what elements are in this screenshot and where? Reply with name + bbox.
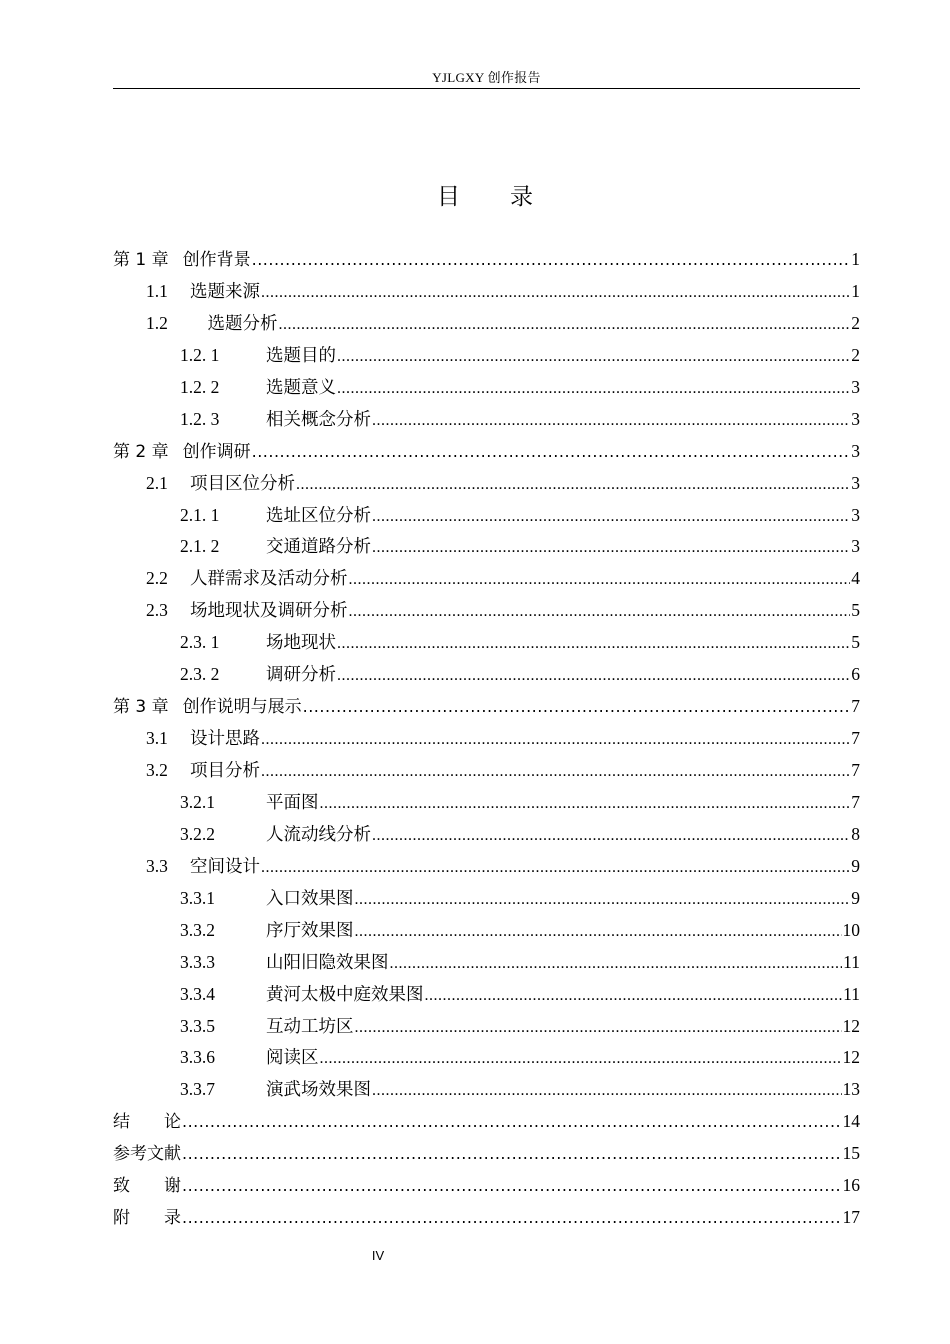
dot-leader <box>296 469 850 501</box>
toc-entry-title: 结 论 <box>113 1112 181 1133</box>
toc-entry-title: 互动工坊区 <box>266 1015 354 1036</box>
toc-entry-page: 3 <box>851 376 860 397</box>
toc-entry-page: 7 <box>851 791 860 812</box>
dot-leader <box>320 788 851 820</box>
toc-entry-page: 7 <box>851 696 860 717</box>
toc-entry-page: 10 <box>842 919 860 940</box>
toc-entry[interactable] <box>113 851 860 883</box>
toc-entry-number: 3.3.5 <box>180 1015 215 1036</box>
toc-entry-page: 5 <box>851 632 860 653</box>
toc-entry[interactable] <box>113 1042 860 1074</box>
toc-entry[interactable] <box>113 723 860 755</box>
toc-entry-page: 12 <box>842 1047 860 1068</box>
dot-leader <box>372 501 850 533</box>
toc-entry-title: 场地现状 <box>266 632 336 653</box>
toc-entry-page: 11 <box>843 983 860 1004</box>
dot-leader <box>372 820 850 852</box>
toc-entry-title: 选题来源 <box>190 280 260 301</box>
toc-entry[interactable] <box>113 595 860 627</box>
dot-leader <box>320 1043 842 1075</box>
toc-entry-page: 9 <box>851 887 860 908</box>
toc-entry-number: 第 3 章 <box>113 697 169 718</box>
toc-entry-title: 相关概念分析 <box>266 408 371 429</box>
dot-leader <box>372 532 850 564</box>
toc-entry-page: 5 <box>851 600 860 621</box>
toc-entry-title: 阅读区 <box>266 1047 319 1068</box>
toc-entry[interactable] <box>113 404 860 436</box>
toc-entry-page: 15 <box>842 1143 860 1164</box>
toc-entry-page: 9 <box>851 855 860 876</box>
toc-entry[interactable] <box>113 787 860 819</box>
toc-entry-title: 创作调研 <box>182 441 251 462</box>
toc-entry-page: 3 <box>851 536 860 557</box>
dot-leader <box>355 1012 842 1044</box>
toc-entry-page: 1 <box>851 280 860 301</box>
header-rule <box>113 88 860 89</box>
toc-entry-page: 13 <box>842 1079 860 1100</box>
toc-entry-number: 2.1. 2 <box>180 536 220 557</box>
toc-entry-title: 人流动线分析 <box>266 823 371 844</box>
toc-entry-title: 选址区位分析 <box>266 504 371 525</box>
toc-entry-title: 致 谢 <box>113 1176 181 1197</box>
toc-entry[interactable] <box>113 531 860 563</box>
toc-entry-number: 3.2 <box>146 760 168 780</box>
dot-leader <box>372 1075 842 1107</box>
toc-entry[interactable] <box>113 947 860 979</box>
toc-entry-page: 2 <box>851 344 860 365</box>
toc-entry-number: 3.3.4 <box>180 983 215 1004</box>
toc-entry-title: 创作背景 <box>182 250 251 270</box>
toc-entry-number: 1.1 <box>146 280 168 301</box>
dot-leader <box>182 1106 842 1138</box>
toc-entry-number: 第 1 章 <box>113 250 169 270</box>
toc-entry[interactable] <box>113 500 860 532</box>
toc-entry[interactable] <box>113 436 860 468</box>
toc-entry-title: 入口效果图 <box>266 887 354 908</box>
toc-entry-number: 2.3 <box>146 600 168 621</box>
toc-entry-title: 空间设计 <box>190 855 260 876</box>
toc-entry-title: 参考文献 <box>113 1144 181 1165</box>
toc-entry[interactable] <box>113 627 860 659</box>
toc-entry[interactable] <box>113 979 860 1011</box>
toc-entry-title: 调研分析 <box>266 664 336 685</box>
toc-entry-number: 3.3.3 <box>180 951 215 972</box>
toc-entry-number: 3.3.7 <box>180 1079 215 1100</box>
toc-entry-number: 2.2 <box>146 568 168 589</box>
toc-entry-title: 选题分析 <box>190 312 278 333</box>
toc-entry[interactable] <box>113 755 860 787</box>
toc-entry-number: 1.2. 2 <box>180 376 220 397</box>
toc-entry-number: 1.2 <box>146 312 168 333</box>
toc-entry-number: 2.3. 2 <box>180 664 220 685</box>
dot-leader <box>252 244 851 276</box>
toc-entry[interactable] <box>113 659 860 691</box>
toc-entry-title: 黄河太极中庭效果图 <box>266 983 424 1004</box>
dot-leader <box>372 405 850 437</box>
toc-entry-number: 2.3. 1 <box>180 632 220 653</box>
toc-entry-page: 4 <box>851 568 860 589</box>
toc-entry-page: 3 <box>851 440 860 461</box>
toc-entry[interactable] <box>113 372 860 404</box>
toc-entry-page: 7 <box>851 728 860 749</box>
toc-entry-title: 附 录 <box>113 1208 181 1229</box>
toc-title-right: 录 <box>510 184 533 209</box>
toc-entry-title: 序厅效果图 <box>266 919 354 940</box>
toc-entry-page: 12 <box>842 1015 860 1036</box>
toc-entry[interactable] <box>113 883 860 915</box>
toc-title-left: 目 <box>437 184 460 209</box>
toc-entry-page: 3 <box>851 408 860 429</box>
toc-entry-number: 1.2. 3 <box>180 408 220 429</box>
toc-entry[interactable] <box>113 244 860 276</box>
toc-entry-title: 交通道路分析 <box>266 536 371 557</box>
toc-title <box>0 178 950 211</box>
toc-entry[interactable] <box>113 1106 860 1138</box>
dot-leader <box>355 916 842 948</box>
dot-leader <box>303 691 851 723</box>
toc-entry-number: 3.3.2 <box>180 919 215 940</box>
toc-entry-number: 3.3.1 <box>180 887 215 908</box>
dot-leader <box>182 1138 842 1170</box>
dot-leader <box>261 724 850 756</box>
toc-entry-number: 3.3.6 <box>180 1047 215 1068</box>
toc-entry[interactable] <box>113 1011 860 1043</box>
dot-leader <box>337 660 850 692</box>
toc-entry[interactable] <box>113 276 860 308</box>
toc-entry[interactable] <box>113 1170 860 1202</box>
toc-entry-page: 7 <box>851 760 860 780</box>
page-number: IV <box>371 1248 385 1263</box>
toc-entry[interactable] <box>113 819 860 851</box>
toc-entry[interactable] <box>113 468 860 500</box>
toc-entry-title: 选题目的 <box>266 344 336 365</box>
toc-entry[interactable] <box>113 308 860 340</box>
dot-leader <box>337 341 850 373</box>
toc-entry-number: 3.3 <box>146 855 168 876</box>
dot-leader <box>349 596 851 628</box>
toc-entry-page: 3 <box>851 472 860 493</box>
toc-entry[interactable] <box>113 563 860 595</box>
toc-entry[interactable] <box>113 340 860 372</box>
toc-entry-number: 第 2 章 <box>113 441 169 462</box>
toc-entry-title: 人群需求及活动分析 <box>190 568 348 589</box>
toc-entry-number: 1.2. 1 <box>180 344 220 365</box>
toc-entry-title: 山阳旧隐效果图 <box>266 951 389 972</box>
toc-entry[interactable] <box>113 1138 860 1170</box>
toc-entry-page: 17 <box>842 1207 860 1228</box>
dot-leader <box>349 564 851 596</box>
toc-entry-number: 3.1 <box>146 728 168 749</box>
toc-entry[interactable] <box>113 1202 860 1234</box>
dot-leader <box>425 980 843 1012</box>
toc-entry-title: 项目分析 <box>190 760 260 780</box>
dot-leader <box>252 436 851 468</box>
toc-entry-number: 2.1. 1 <box>180 504 220 525</box>
toc-entry-title: 选题意义 <box>266 376 336 397</box>
toc-entry-page: 14 <box>842 1111 860 1132</box>
dot-leader <box>182 1202 842 1234</box>
toc-entry-page: 2 <box>851 312 860 333</box>
toc-entry-title: 创作说明与展示 <box>182 697 302 718</box>
toc-entry-title: 平面图 <box>266 791 319 812</box>
toc-entry-title: 项目区位分析 <box>190 472 295 493</box>
dot-leader <box>279 309 851 341</box>
toc-entry-page: 11 <box>843 951 860 972</box>
toc-entry[interactable] <box>113 691 860 723</box>
dot-leader <box>355 884 851 916</box>
dot-leader <box>182 1170 842 1202</box>
dot-leader <box>337 628 850 660</box>
toc-entry-number: 3.2.2 <box>180 823 215 844</box>
toc-entry-number: 3.2.1 <box>180 791 215 812</box>
toc-entry-title: 演武场效果图 <box>266 1079 371 1100</box>
dot-leader <box>261 277 850 309</box>
toc-entry-page: 1 <box>851 249 860 269</box>
toc-entry-page: 6 <box>851 664 860 685</box>
toc-entry-page: 16 <box>842 1175 860 1196</box>
dot-leader <box>337 373 850 405</box>
toc-entry-title: 设计思路 <box>190 728 260 749</box>
toc-entry[interactable] <box>113 1074 860 1106</box>
table-of-contents <box>113 244 860 1234</box>
dot-leader <box>390 948 843 980</box>
dot-leader <box>261 852 850 884</box>
toc-entry[interactable] <box>113 915 860 947</box>
toc-entry-title: 场地现状及调研分析 <box>190 600 348 621</box>
toc-entry-page: 8 <box>851 823 860 844</box>
page-header: YJLGXY 创作报告 <box>432 70 541 85</box>
dot-leader <box>261 756 850 788</box>
toc-entry-page: 3 <box>851 504 860 525</box>
toc-entry-number: 2.1 <box>146 472 168 493</box>
